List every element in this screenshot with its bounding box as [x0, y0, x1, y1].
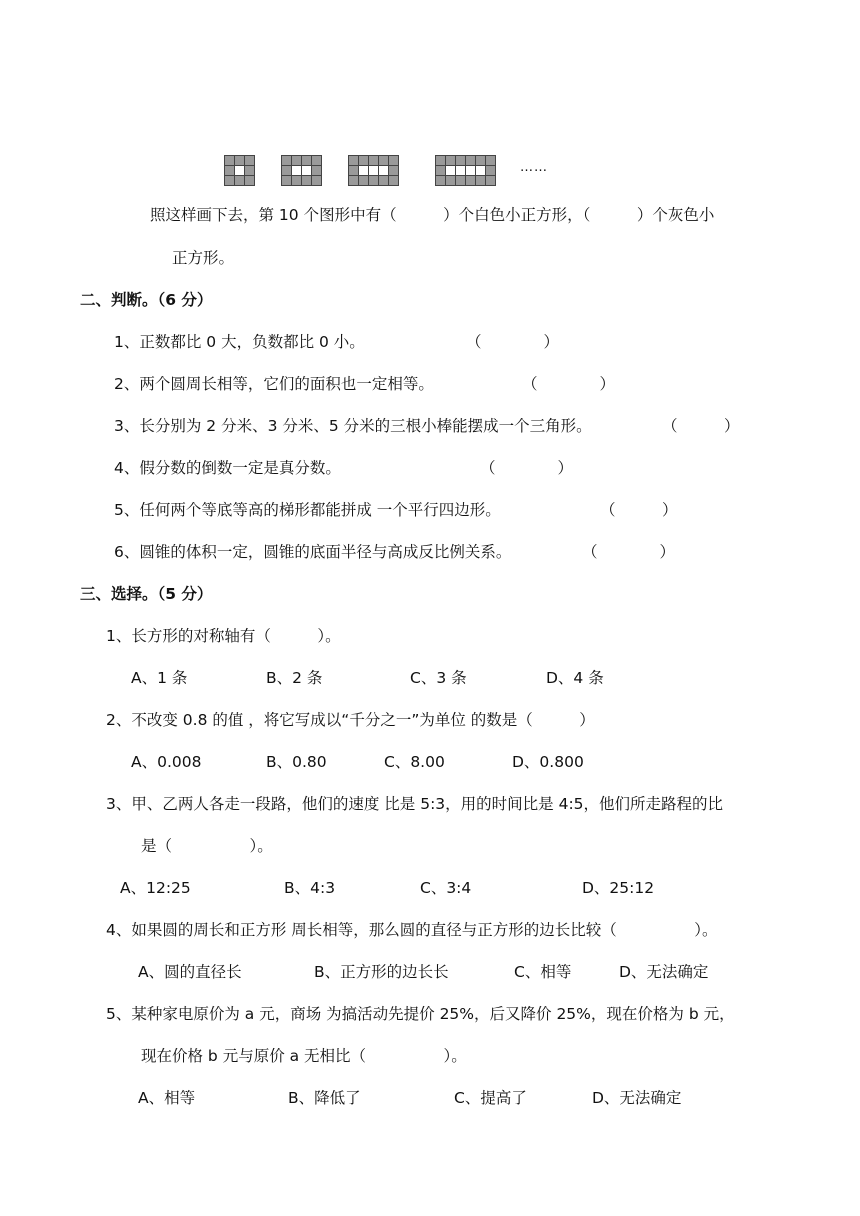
choice-option-a[interactable]: A、相等: [138, 1089, 196, 1107]
tf-answer-blank[interactable]: （ ）: [480, 459, 574, 477]
tf-item-6: [114, 542, 511, 562]
choice-option-c[interactable]: C、提高了: [454, 1089, 527, 1107]
tf-item-4: [114, 458, 341, 478]
pattern-question-line1: 照这样画下去，第 10 个图形中有（ ）个白色小正方形，（ ）个灰色小: [150, 206, 715, 224]
tf-item-3: [114, 416, 592, 436]
choice-option-d[interactable]: D、无法确定: [592, 1089, 682, 1107]
pattern-question-line2: 正方形。: [172, 249, 235, 267]
tf-answer-blank[interactable]: （ ）: [600, 501, 678, 519]
choice-question-5-cont: 现在价格 b 元与原价 a 无相比（ ）。: [141, 1047, 467, 1065]
choice-option-a[interactable]: A、12:25: [120, 879, 191, 897]
tf-item-text: 2、两个圆周长相等，它们的面积也一定相等。: [114, 375, 434, 393]
tf-answer-blank[interactable]: （ ）: [662, 417, 740, 435]
tf-answer-blank[interactable]: （ ）: [582, 543, 676, 561]
choice-option-c[interactable]: C、3 条: [410, 669, 467, 687]
pattern-figure-4: [435, 155, 496, 186]
choice-option-a[interactable]: A、0.008: [131, 753, 202, 771]
choice-option-b[interactable]: B、2 条: [266, 669, 323, 687]
choice-option-c[interactable]: C、3:4: [420, 879, 472, 897]
choice-option-d[interactable]: D、无法确定: [619, 963, 709, 981]
tf-item-text: 4、假分数的倒数一定是真分数。: [114, 459, 341, 477]
tf-item-5: [114, 500, 501, 520]
choice-option-b[interactable]: B、降低了: [288, 1089, 361, 1107]
choice-question-3: 3、甲、乙两人各走一段路，他们的速度 比是 5:3，用的时间比是 4:5，他们所走路程的比: [106, 795, 724, 813]
choice-question-5: 5、某种家电原价为 a 元，商场 为搞活动先提价 25%，后又降价 25%，现在价格为 b 元，: [106, 1005, 735, 1023]
choice-option-a[interactable]: A、1 条: [131, 669, 188, 687]
choice-option-c[interactable]: C、8.00: [384, 753, 445, 771]
tf-item-text: 1、正数都比 0 大，负数都比 0 小。: [114, 333, 365, 351]
choice-question-4: 4、如果圆的周长和正方形 周长相等，那么圆的直径与正方形的边长比较（ ）。: [106, 921, 718, 939]
tf-item-text: 5、任何两个等底等高的梯形都能拼成 一个平行四边形。: [114, 501, 501, 519]
choice-question-3-cont: 是（ ）。: [141, 837, 273, 855]
choice-option-d[interactable]: D、25:12: [582, 879, 655, 897]
choice-option-b[interactable]: B、4:3: [284, 879, 336, 897]
tf-item-text: 6、圆锥的体积一定，圆锥的底面半径与高成反比例关系。: [114, 543, 512, 561]
choice-option-c[interactable]: C、相等: [514, 963, 572, 981]
section3-heading: 三、选择。（5 分）: [80, 585, 213, 603]
pattern-ellipsis: ……: [520, 160, 548, 175]
tf-answer-blank[interactable]: （ ）: [522, 375, 616, 393]
choice-option-b[interactable]: B、0.80: [266, 753, 327, 771]
section2-heading: 二、判断。（6 分）: [80, 291, 213, 309]
choice-option-d[interactable]: D、0.800: [512, 753, 584, 771]
choice-option-a[interactable]: A、圆的直径长: [138, 963, 242, 981]
choice-option-b[interactable]: B、正方形的边长长: [314, 963, 449, 981]
choice-question-1: 1、长方形的对称轴有（ ）。: [106, 627, 341, 645]
tf-item-text: 3、长分别为 2 分米、3 分米、5 分米的三根小棒能摆成一个三角形。: [114, 417, 592, 435]
choice-question-2: 2、不改变 0.8 的值 ，将它写成以“千分之一”为单位 的数是（ ）: [106, 711, 595, 729]
tf-item-1: [114, 332, 365, 352]
choice-option-d[interactable]: D、4 条: [546, 669, 604, 687]
tf-item-2: [114, 374, 434, 394]
tf-answer-blank[interactable]: （ ）: [466, 333, 560, 351]
pattern-figure-2: [281, 155, 322, 186]
pattern-figure-3: [348, 155, 399, 186]
pattern-figure-1: [224, 155, 255, 186]
